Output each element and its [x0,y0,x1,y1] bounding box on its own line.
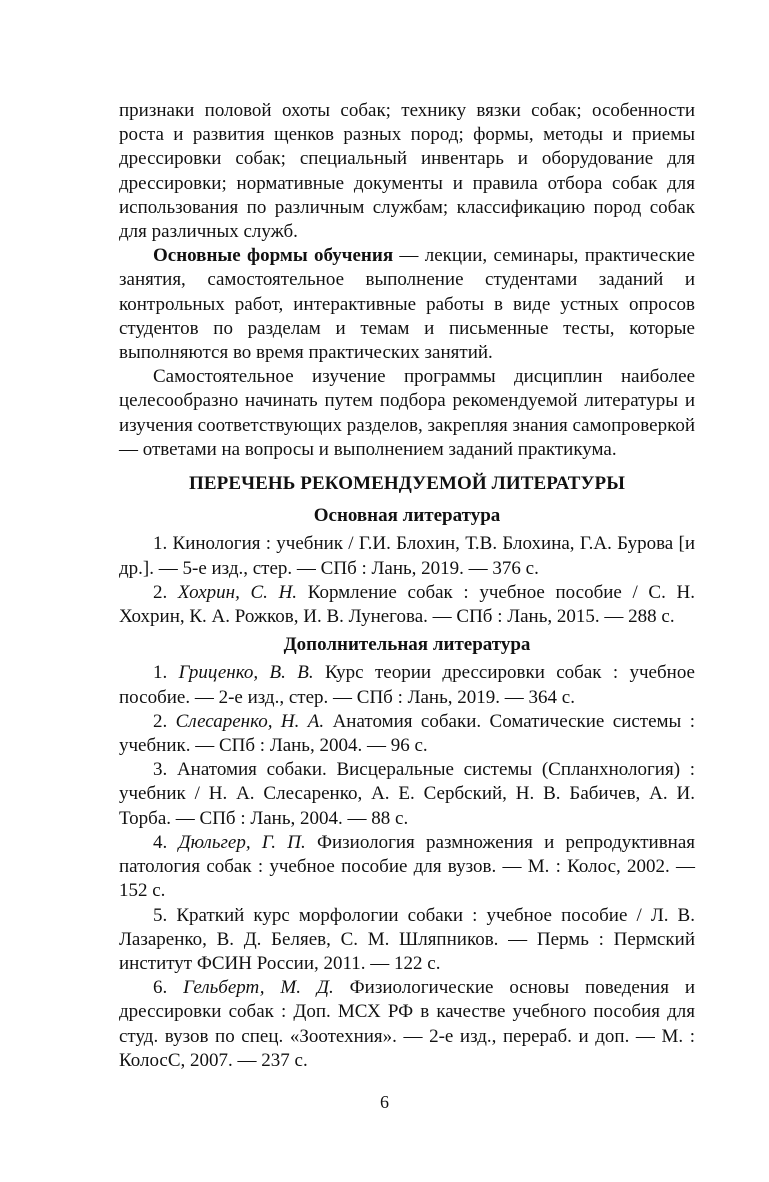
item-author: Гриценко, В. В. [178,662,314,684]
item-number: 1. [153,533,173,555]
main-lit-item-2 [119,581,695,629]
self-study-paragraph: Самостоятельное изучение программы дисциплин наиболее целесообразно начинать путем подбора рекомендуемой литературы и изучения соответствующих разделов, закрепляя знания самопроверкой — ответами на вопросы и выполнением заданий практикума. [119,366,695,460]
add-lit-item-6 [119,976,695,1073]
page-number: 6 [380,1092,389,1112]
item-number: 1. [153,662,179,684]
item-number: 3. [153,759,177,781]
item-number: 5. [153,904,177,926]
literature-heading: ПЕРЕЧЕНЬ РЕКОМЕНДУЕМОЙ ЛИТЕРАТУРЫ [188,473,626,495]
item-author: Слесаренко, Н. А. [175,710,325,732]
item-text: Краткий курс морфологии собаки : учебное пособие / Л. В. Лазаренко, В. Д. Беляев, С. М. Шляпников. — Пермь : Пермский институт ФСИН России, 2011. — 122 с. [119,904,695,974]
item-number: 6. [153,977,184,999]
item-number: 2. [153,710,176,732]
item-text: Анатомия собаки. Соматические системы : учебник. — СПб : Лань, 2004. — 96 с. [119,710,696,757]
item-text: Кормление собак : учебное пособие / С. Н. Хохрин, К. А. Рожков, И. В. Лунегова. — СПб : Лань, 2015. — 288 с. [119,581,695,628]
main-lit-item-1 [119,532,695,580]
learning-forms-term: Основные формы обучения [153,245,394,267]
add-lit-item-1 [119,661,695,709]
item-text: Анатомия собаки. Висцеральные системы (Спланхнология) : учебник / Н. А. Слесаренко, А. Е. Сербский, Н. В. Бабичев, А. И. Торба. — СПб : Лань, 2004. — 88 с. [119,759,695,829]
item-author: Гельберт, М. Д. [183,977,334,999]
add-lit-item-2 [119,710,695,758]
additional-literature-heading: Дополнительная литература [283,634,531,656]
intro-continuation-paragraph: признаки половой охоты собак; технику вязки собак; особенности роста и развития щенков разных пород; формы, методы и приемы дрессировки собак; специальный инвентарь и оборудование для дрессировки; нормативные документы и правила отбора собак для использования по различным службам; классификацию пород собак для различных служб. [119,100,695,243]
learning-forms-paragraph [119,244,695,365]
add-lit-item-5 [119,904,695,977]
item-number: 4. [153,831,179,853]
add-lit-item-4 [119,831,695,904]
learning-forms-text: — лекции, семинары, практические занятия, самостоятельное выполнение студентами заданий и контрольных работ, интерактивные работы в виде устных опросов студентов по разделам и темам и письменные тесты, которые выполняются во время практических занятий. [119,245,695,364]
item-text: Курс теории дрессировки собак : учебное пособие. — 2-е изд., стер. — СПб : Лань, 2019. — 364 с. [119,662,695,708]
item-text: Физиология размножения и репродуктивная патология собак : учебное пособие для вузов. — М. : Колос, 2002. — 152 с. [119,831,696,902]
page-content [119,99,695,1073]
add-lit-item-3 [119,758,695,831]
item-author: Дюльгер, Г. П. [178,831,306,853]
item-text: Кинология : учебник / Г.И. Блохин, Т.В. Блохина, Г.А. Бурова [и др.]. — 5-е изд., стер. — СПб : Лань, 2019. — 376 с. [119,533,696,579]
item-text: Физиологические основы поведения и дрессировки собак : Доп. МСХ РФ в качестве учебного пособия для студ. вузов по спец. «Зоотехния». — 2-е изд., перераб. и доп. — М. : КолосС, 2007. — 237 с. [119,977,696,1071]
main-literature-heading: Основная литература [313,505,501,527]
item-number: 2. [153,581,178,603]
item-author: Хохрин, С. Н. [177,581,298,603]
